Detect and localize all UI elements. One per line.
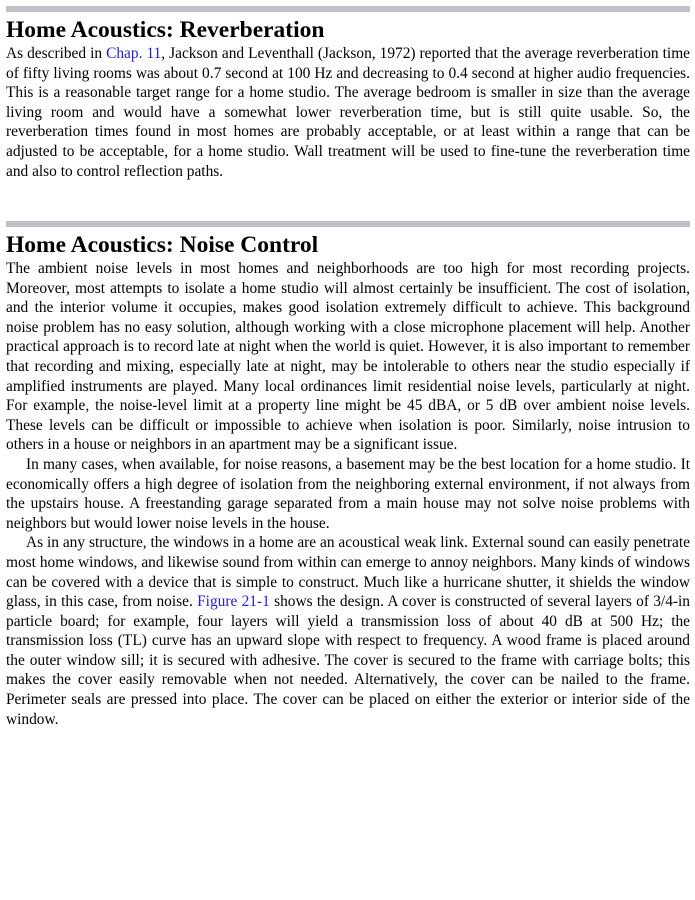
section-noise-control: [6, 221, 690, 729]
paragraph: In many cases, when available, for noise reasons, a basement may be the best location for a home studio. It economically offers a high degree of isolation from the neighboring external environment, if not always from the upstairs house. A freestanding garage separated from a main house may not solve noise problems with neighbors but would lower noise levels in the house.: [6, 455, 690, 532]
section-divider: [6, 6, 690, 12]
paragraph: [6, 44, 690, 181]
section-divider: [6, 221, 690, 227]
section-heading: Home Acoustics: Reverberation: [6, 17, 325, 43]
paragraph: [6, 533, 690, 729]
figure-link[interactable]: Figure 21-1: [197, 593, 270, 611]
paragraph-text: , Jackson and Leventhall (Jackson, 1972) reported that the average reverberation time of fifty living rooms was about 0.7 second at 100 Hz and decreasing to 0.4 second at higher audio frequencies. This is a reasonable target range for a home studio. The average bedroom is smaller in size than the average living room and would have a somewhat lower reverberation time, but is still quite usable. So, the reverberation times found in most homes are probably acceptable, or at least within a range that can be adjusted to be acceptable, for a home studio. Wall treatment will be used to fine-tune the reverberation time and also to control reflection paths.: [6, 45, 690, 180]
paragraph: The ambient noise levels in most homes and neighborhoods are too high for most recording projects. Moreover, most attempts to isolate a home studio will almost certainly be insufficient. The cost of isolation, and the interior volume it occupies, makes good isolation extremely difficult to achieve. This background noise problem has no easy solution, although working with a close microphone placement will help. Another practical approach is to record late at night when the world is quiet. However, it is also important to remember that recording and mixing, especially late at night, may be intolerable to others near the studio especially if amplified instruments are played. Many local ordinances limit residential noise levels, particularly at night. For example, the noise-level limit at a property line might be 45 dBA, or 5 dB over ambient noise levels. These levels can be difficult or impossible to achieve when isolation is poor. Similarly, noise intrusion to others in a house or neighbors in an apartment may be a significant issue.: [6, 260, 690, 454]
paragraph-text: As in any structure, the windows in a home are an acoustical weak link. External sound can easily penetrate most home windows, and likewise sound from within can emerge to annoy neighbors. Many kinds of windows can be covered with a device that is simple to construct. Much like a hurricane shutter, it shields the window glass, in this case, from noise.: [6, 534, 690, 611]
paragraph-text: As described in: [6, 45, 107, 62]
paragraph-text: shows the design. A cover is constructed of several layers of 3/4-in particle board; for example, four layers will yield a transmission loss of about 40 dB at 500 Hz; the transmission loss (TL) curve has an upward slope with respect to frequency. A wood frame is placed around the outer window sill; it is secured with adhesive. The cover is secured to the frame with carriage bolts; this makes the cover easily removable when not needed. Alternatively, the cover can be nailed to the frame. Perimeter seals are pressed into place. The cover can be placed on either the exterior or interior side of the window.: [6, 593, 690, 728]
section-reverberation: [6, 6, 690, 181]
section-heading: Home Acoustics: Noise Control: [6, 232, 319, 258]
chapter-link[interactable]: Chap. 11: [106, 45, 162, 62]
